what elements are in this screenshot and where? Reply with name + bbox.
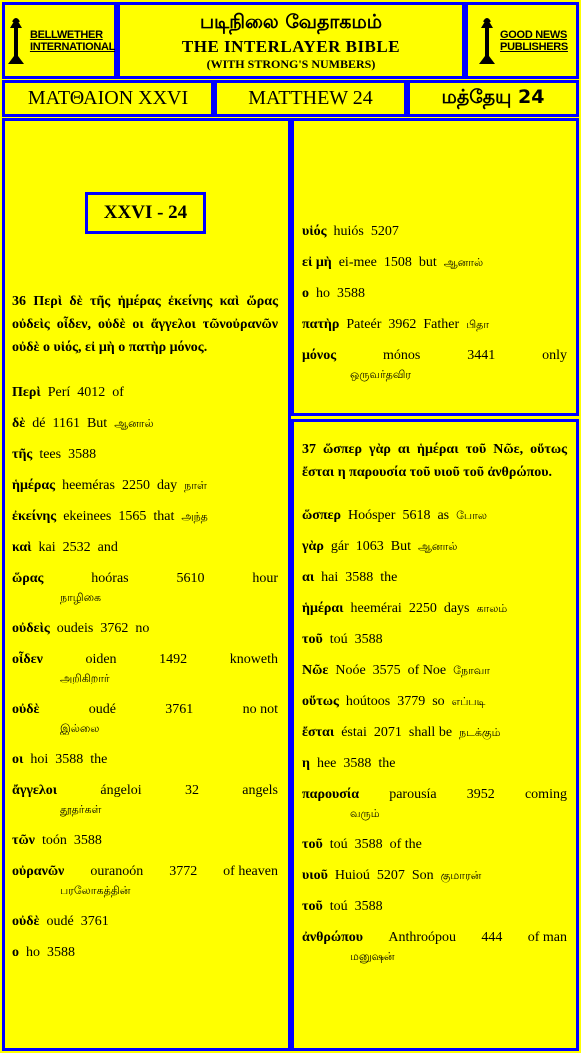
- strongs-number: 3772: [169, 864, 198, 879]
- greek-word: ο: [302, 286, 309, 301]
- word-entry: [12, 476, 278, 495]
- transliteration: huiós: [333, 224, 364, 239]
- tamil-gloss: அறிகிறார்: [60, 672, 110, 685]
- word-line: [12, 538, 278, 557]
- strongs-number: 3762: [100, 621, 129, 636]
- greek-word: ὥσπερ: [302, 508, 341, 523]
- english-gloss: no: [135, 621, 150, 636]
- torch-icon: [476, 16, 498, 66]
- strongs-number: 4012: [77, 385, 106, 400]
- verse36-cont-block: [302, 222, 567, 396]
- tamil-gloss: நோவா: [453, 664, 491, 677]
- word-line: [302, 723, 567, 742]
- transliteration: kai: [38, 540, 56, 555]
- greek-word: ἀνθρώπου: [302, 930, 364, 945]
- word-entry: [302, 599, 567, 618]
- verse36-text: 36 Περὶ δὲ τῆς ἡμέρας ἐκείνης καὶ ὥρας οὐδεὶς οἶδεν, οὐδὲ οι ἄγγελοι τῶνοὐρανῶν οὐδὲ ο υἱός, εἰ μὴ ο πατὴρ μόνος.: [12, 294, 278, 355]
- verse36-word-list: [12, 383, 278, 962]
- word-line: [12, 943, 278, 962]
- english-gloss: and: [97, 540, 118, 555]
- greek-word: οἶδεν: [12, 652, 43, 667]
- word-line: [12, 476, 278, 495]
- bellwether-logo: [2, 2, 117, 79]
- word-entry: [12, 831, 278, 850]
- word-line: [12, 507, 278, 526]
- chapter-english-label: MATTHEW 24: [248, 87, 373, 109]
- transliteration: dé: [32, 416, 46, 431]
- strongs-number: 3588: [354, 899, 383, 914]
- strongs-number: 5207: [376, 868, 405, 883]
- english-gloss: coming: [524, 787, 567, 802]
- transliteration: éstai: [341, 725, 367, 740]
- english-gloss: of the: [389, 837, 422, 852]
- strongs-number: 2250: [408, 601, 437, 616]
- greek-word: δὲ: [12, 416, 26, 431]
- greek-word: Περὶ: [12, 385, 41, 400]
- verse37-block: [302, 438, 567, 978]
- tamil-gloss: அந்த: [181, 510, 208, 523]
- word-line: [302, 253, 567, 272]
- greek-word: γὰρ: [302, 539, 324, 554]
- english-gloss: of: [112, 385, 124, 400]
- word-entry: [302, 835, 567, 854]
- chapter-tamil-label: மத்தேயு 24: [441, 86, 545, 108]
- strongs-number: 3588: [343, 756, 372, 771]
- english-gloss: that: [153, 509, 175, 524]
- word-line: [12, 414, 278, 433]
- chapter-greek: [2, 80, 214, 117]
- transliteration: Perí: [47, 385, 71, 400]
- transliteration: Huioú: [334, 868, 370, 883]
- greek-word: οὐδὲ: [12, 702, 40, 717]
- english-gloss: angels: [242, 783, 278, 798]
- strongs-number: 1565: [118, 509, 147, 524]
- tamil-gloss: ஆனால்: [114, 417, 154, 430]
- transliteration: ei-mee: [338, 255, 377, 270]
- word-entry: [302, 630, 567, 649]
- word-line: [12, 700, 278, 719]
- word-line: [302, 835, 567, 854]
- greek-word: ἄγγελοι: [12, 783, 58, 798]
- word-entry: [302, 866, 567, 885]
- transliteration: oudé: [88, 702, 117, 717]
- chapter-english: [214, 80, 407, 117]
- tamil-gloss: இல்லை: [60, 722, 100, 735]
- left-logo-line1: BELLWETHER: [29, 28, 103, 41]
- strongs-number: 3588: [354, 632, 383, 647]
- word-entry: [302, 253, 567, 272]
- greek-word: οὐρανῶν: [12, 864, 65, 879]
- english-gloss: Son: [411, 868, 434, 883]
- word-line: [302, 537, 567, 556]
- greek-word: εἰ μὴ: [302, 255, 332, 270]
- transliteration: hoútoos: [345, 694, 391, 709]
- transliteration: ho: [26, 945, 40, 960]
- greek-word: τῆς: [12, 447, 33, 462]
- transliteration: Pateér: [346, 317, 382, 332]
- tamil-gloss: நடக்கும்: [459, 726, 501, 739]
- tamil-gloss: எப்படி: [451, 695, 486, 708]
- strongs-number: 3588: [68, 447, 97, 462]
- transliteration: hai: [321, 570, 339, 585]
- word-line: [302, 506, 567, 525]
- greek-word: τοῦ: [302, 837, 323, 852]
- word-entry: [12, 414, 278, 433]
- word-entry: [302, 222, 567, 241]
- transliteration: ouranoón: [90, 864, 144, 879]
- strongs-number: 3441: [467, 348, 496, 363]
- right-logo-line1: GOOD NEWS: [500, 28, 568, 41]
- transliteration: hoóras: [91, 571, 129, 586]
- right-logo-line2: PUBLISHERS: [500, 40, 568, 53]
- word-entry: [12, 538, 278, 557]
- tamil-gloss: நாள்: [184, 479, 207, 492]
- word-line: [12, 781, 278, 800]
- strongs-number: 3588: [337, 286, 365, 301]
- greek-word: ἡμέραι: [302, 601, 344, 616]
- tamil-gloss: நாழிகை: [60, 591, 102, 604]
- tamil-gloss: ஆனால்: [417, 540, 458, 553]
- strongs-number: 3588: [47, 945, 75, 960]
- tamil-gloss: பரலோகத்தின்: [60, 884, 131, 897]
- tamil-gloss: வரும்: [350, 807, 380, 820]
- word-line: [302, 222, 567, 241]
- word-entry: [302, 692, 567, 711]
- transliteration: toú: [329, 837, 348, 852]
- transliteration: Noóe: [335, 663, 366, 678]
- word-entry: [12, 445, 278, 464]
- word-line: [302, 284, 567, 303]
- english-gloss: But: [390, 539, 411, 554]
- strongs-number: 3575: [372, 663, 401, 678]
- word-entry: [12, 650, 278, 688]
- title-english: THE INTERLAYER BIBLE: [181, 37, 401, 56]
- verse36-block: [12, 290, 278, 974]
- strongs-number: 1492: [159, 652, 188, 667]
- strongs-number: 5207: [370, 224, 399, 239]
- strongs-number: 1063: [355, 539, 384, 554]
- word-entry: [12, 569, 278, 607]
- greek-word: αι: [302, 570, 315, 585]
- verse37-text: 37 ὥσπερ γὰρ αι ἡμέραι τοῦ Νῶε, οὕτως ἔσται η παρουσία τοῦ υιοῦ τοῦ ἀνθρώπου.: [302, 442, 567, 480]
- word-line: [12, 650, 278, 669]
- word-line: [12, 750, 278, 769]
- transliteration: Anthroópou: [388, 930, 457, 945]
- word-entry: [12, 750, 278, 769]
- word-line: [12, 862, 278, 881]
- english-gloss: knoweth: [229, 652, 278, 667]
- strongs-number: 3588: [345, 570, 374, 585]
- word-line: [12, 619, 278, 638]
- word-line: [302, 630, 567, 649]
- title-subtitle: (WITH STRONG'S NUMBERS): [206, 57, 376, 71]
- transliteration: mónos: [382, 348, 421, 363]
- chapter-badge-label: XXVI - 24: [103, 202, 188, 223]
- chapter-greek-label: ΜΑΤΘΑΙΟΝ XXVI: [27, 87, 189, 109]
- transliteration: oudé: [46, 914, 74, 929]
- title-tamil: படிநிலை வேதாகமம்: [199, 11, 383, 33]
- strongs-number: 3962: [388, 317, 417, 332]
- word-entry: [302, 284, 567, 303]
- greek-word: ἔσται: [302, 725, 335, 740]
- greek-word: υἱός: [302, 224, 327, 239]
- greek-word: οι: [12, 752, 24, 767]
- english-gloss: day: [156, 478, 178, 493]
- greek-word: παρουσία: [302, 787, 360, 802]
- english-gloss: of heaven: [223, 864, 278, 879]
- english-gloss: shall be: [408, 725, 453, 740]
- word-line: [302, 692, 567, 711]
- transliteration: hee: [316, 756, 337, 771]
- strongs-number: 32: [184, 783, 199, 798]
- strongs-number: 3588: [354, 837, 383, 852]
- left-logo-line2: INTERNATIONAL: [29, 40, 116, 53]
- greek-word: μόνος: [302, 348, 337, 363]
- strongs-number: 444: [481, 930, 503, 945]
- transliteration: ekeinees: [63, 509, 112, 524]
- word-entry: [12, 912, 278, 931]
- tamil-gloss: பிதா: [466, 318, 490, 331]
- word-entry: [302, 537, 567, 556]
- english-gloss: of man: [527, 930, 567, 945]
- english-gloss: the: [90, 752, 108, 767]
- english-gloss: Father: [423, 317, 460, 332]
- word-entry: [12, 507, 278, 526]
- greek-word: οὐδὲ: [12, 914, 40, 929]
- english-gloss: the: [378, 756, 396, 771]
- word-line: [302, 866, 567, 885]
- greek-word: πατὴρ: [302, 317, 340, 332]
- strongs-number: 1161: [52, 416, 80, 431]
- word-entry: [302, 506, 567, 525]
- word-line: [302, 897, 567, 916]
- word-line: [302, 568, 567, 587]
- transliteration: parousía: [389, 787, 437, 802]
- title-block: [117, 2, 465, 79]
- english-gloss: only: [542, 348, 567, 363]
- strongs-number: 3779: [397, 694, 426, 709]
- word-line: [12, 383, 278, 402]
- english-gloss: of Noe: [407, 663, 447, 678]
- tamil-gloss: காலம்: [476, 602, 508, 615]
- english-gloss: days: [443, 601, 470, 616]
- greek-word: ὥρας: [12, 571, 44, 586]
- greek-word: τοῦ: [302, 899, 323, 914]
- word-entry: [302, 661, 567, 680]
- transliteration: ángeloi: [100, 783, 142, 798]
- transliteration: oudeis: [56, 621, 94, 636]
- word-entry: [302, 928, 567, 966]
- good-news-logo: [465, 2, 579, 79]
- transliteration: oiden: [85, 652, 117, 667]
- english-gloss: no not: [242, 702, 278, 717]
- greek-word: Νῶε: [302, 663, 329, 678]
- transliteration: ho: [316, 286, 330, 301]
- tamil-gloss: தூதர்கள்: [60, 803, 102, 816]
- greek-word: υιοῦ: [302, 868, 328, 883]
- word-line: [302, 661, 567, 680]
- transliteration: tees: [39, 447, 62, 462]
- verse36-cont-word-list: [302, 222, 567, 384]
- word-entry: [302, 897, 567, 916]
- greek-word: τοῦ: [302, 632, 323, 647]
- english-gloss: hour: [252, 571, 278, 586]
- strongs-number: 3588: [55, 752, 84, 767]
- transliteration: toón: [41, 833, 67, 848]
- strongs-number: 3761: [80, 914, 109, 929]
- word-entry: [12, 700, 278, 738]
- greek-word: η: [302, 756, 310, 771]
- greek-word: ἡμέρας: [12, 478, 56, 493]
- strongs-number: 2532: [62, 540, 91, 555]
- strongs-number: 2250: [121, 478, 150, 493]
- transliteration: Hoósper: [348, 508, 396, 523]
- transliteration: hoi: [30, 752, 49, 767]
- greek-word: οὕτως: [302, 694, 339, 709]
- word-line: [12, 445, 278, 464]
- tamil-gloss: ஒருவர்தவிர: [350, 368, 412, 381]
- word-line: [302, 785, 567, 804]
- chapter-tamil: [407, 80, 579, 117]
- word-entry: [12, 862, 278, 900]
- word-line: [302, 928, 567, 947]
- tamil-gloss: போல: [456, 509, 487, 522]
- strongs-number: 3588: [73, 833, 102, 848]
- strongs-number: 3952: [466, 787, 495, 802]
- word-line: [302, 754, 567, 773]
- word-entry: [302, 754, 567, 773]
- strongs-number: 1508: [383, 255, 412, 270]
- word-entry: [302, 346, 567, 384]
- word-line: [12, 912, 278, 931]
- transliteration: toú: [329, 632, 348, 647]
- transliteration: gár: [330, 539, 349, 554]
- word-line: [302, 599, 567, 618]
- english-gloss: But: [86, 416, 108, 431]
- word-entry: [302, 785, 567, 823]
- strongs-number: 3761: [165, 702, 194, 717]
- greek-word: καὶ: [12, 540, 32, 555]
- word-entry: [12, 781, 278, 819]
- word-entry: [302, 315, 567, 334]
- transliteration: heeméras: [62, 478, 115, 493]
- chapter-badge: [85, 192, 206, 234]
- tamil-gloss: ஆனால்: [443, 256, 484, 269]
- tamil-gloss: குமாரன்: [440, 869, 482, 882]
- greek-word: τῶν: [12, 833, 35, 848]
- word-entry: [12, 943, 278, 962]
- word-line: [302, 346, 567, 365]
- greek-word: ο: [12, 945, 19, 960]
- english-gloss: so: [432, 694, 445, 709]
- transliteration: heemérai: [350, 601, 402, 616]
- word-entry: [302, 723, 567, 742]
- word-line: [302, 315, 567, 334]
- strongs-number: 5618: [402, 508, 431, 523]
- word-entry: [302, 568, 567, 587]
- tamil-gloss: மனுஷன்: [350, 950, 395, 963]
- word-entry: [12, 619, 278, 638]
- english-gloss: as: [437, 508, 450, 523]
- english-gloss: the: [380, 570, 398, 585]
- strongs-number: 5610: [176, 571, 205, 586]
- transliteration: toú: [329, 899, 348, 914]
- word-entry: [12, 383, 278, 402]
- verse37-word-list: [302, 506, 567, 966]
- torch-icon: [4, 16, 28, 66]
- greek-word: ἐκείνης: [12, 509, 57, 524]
- word-line: [12, 569, 278, 588]
- word-line: [12, 831, 278, 850]
- greek-word: οὐδεὶς: [12, 621, 50, 636]
- english-gloss: but: [418, 255, 437, 270]
- strongs-number: 2071: [373, 725, 402, 740]
